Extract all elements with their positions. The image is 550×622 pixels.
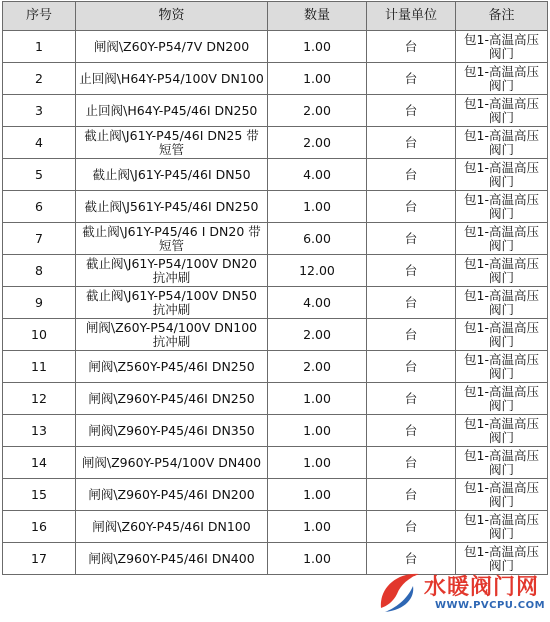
cell-unit: 台 xyxy=(367,319,456,351)
header-no: 序号 xyxy=(3,2,76,31)
cell-row-no: 16 xyxy=(3,511,76,543)
cell-note: 包1-高温高压阀门 xyxy=(456,159,548,191)
cell-qty: 1.00 xyxy=(268,511,367,543)
table-row xyxy=(3,511,548,543)
cell-row-no: 4 xyxy=(3,127,76,159)
cell-name: 闸阀\Z960Y-P45/46I DN350 xyxy=(76,415,268,447)
pv-logo-icon xyxy=(375,568,425,618)
cell-row-no: 5 xyxy=(3,159,76,191)
table-row xyxy=(3,95,548,127)
header-qty: 数量 xyxy=(268,2,367,31)
cell-qty: 1.00 xyxy=(268,543,367,575)
cell-qty: 12.00 xyxy=(268,255,367,287)
watermark-url-text: WWW.PVCPU.COM xyxy=(435,600,546,611)
cell-row-no: 1 xyxy=(3,31,76,63)
table-row xyxy=(3,383,548,415)
cell-note: 包1-高温高压阀门 xyxy=(456,287,548,319)
cell-unit: 台 xyxy=(367,95,456,127)
table-row xyxy=(3,415,548,447)
cell-name: 止回阀\H64Y-P45/46I DN250 xyxy=(76,95,268,127)
cell-qty: 1.00 xyxy=(268,31,367,63)
cell-note: 包1-高温高压阀门 xyxy=(456,223,548,255)
table-row xyxy=(3,63,548,95)
table-row xyxy=(3,255,548,287)
cell-note: 包1-高温高压阀门 xyxy=(456,383,548,415)
cell-qty: 1.00 xyxy=(268,479,367,511)
cell-name: 闸阀\Z560Y-P45/46I DN250 xyxy=(76,351,268,383)
cell-name: 闸阀\Z60Y-P54/7V DN200 xyxy=(76,31,268,63)
cell-name: 截止阀\J61Y-P54/100V DN50 抗冲刷 xyxy=(76,287,268,319)
table-row xyxy=(3,287,548,319)
cell-unit: 台 xyxy=(367,159,456,191)
header-name: 物资 xyxy=(76,2,268,31)
cell-note: 包1-高温高压阀门 xyxy=(456,479,548,511)
cell-qty: 1.00 xyxy=(268,383,367,415)
cell-name: 截止阀\J61Y-P45/46I DN25 带短管 xyxy=(76,127,268,159)
cell-name: 截止阀\J61Y-P45/46 I DN20 带短管 xyxy=(76,223,268,255)
cell-unit: 台 xyxy=(367,255,456,287)
cell-qty: 1.00 xyxy=(268,447,367,479)
header-unit: 计量单位 xyxy=(367,2,456,31)
cell-note: 包1-高温高压阀门 xyxy=(456,63,548,95)
cell-name: 闸阀\Z960Y-P45/46I DN400 xyxy=(76,543,268,575)
cell-name: 闸阀\Z960Y-P54/100V DN400 xyxy=(76,447,268,479)
cell-row-no: 14 xyxy=(3,447,76,479)
cell-note: 包1-高温高压阀门 xyxy=(456,95,548,127)
cell-unit: 台 xyxy=(367,383,456,415)
cell-unit: 台 xyxy=(367,415,456,447)
cell-name: 闸阀\Z60Y-P45/46I DN100 xyxy=(76,511,268,543)
cell-unit: 台 xyxy=(367,351,456,383)
cell-row-no: 13 xyxy=(3,415,76,447)
cell-note: 包1-高温高压阀门 xyxy=(456,255,548,287)
cell-qty: 1.00 xyxy=(268,415,367,447)
cell-name: 闸阀\Z60Y-P54/100V DN100 抗冲刷 xyxy=(76,319,268,351)
cell-name: 截止阀\J61Y-P54/100V DN20 抗冲刷 xyxy=(76,255,268,287)
cell-unit: 台 xyxy=(367,31,456,63)
cell-unit: 台 xyxy=(367,63,456,95)
cell-unit: 台 xyxy=(367,511,456,543)
cell-row-no: 2 xyxy=(3,63,76,95)
cell-qty: 2.00 xyxy=(268,351,367,383)
cell-note: 包1-高温高压阀门 xyxy=(456,127,548,159)
table-row xyxy=(3,319,548,351)
cell-row-no: 15 xyxy=(3,479,76,511)
cell-note: 包1-高温高压阀门 xyxy=(456,31,548,63)
cell-note: 包1-高温高压阀门 xyxy=(456,351,548,383)
cell-note: 包1-高温高压阀门 xyxy=(456,511,548,543)
cell-row-no: 6 xyxy=(3,191,76,223)
cell-row-no: 3 xyxy=(3,95,76,127)
watermark-cn-text: 水暖阀门网 xyxy=(424,575,540,600)
cell-row-no: 12 xyxy=(3,383,76,415)
header-note: 备注 xyxy=(456,2,548,31)
cell-note: 包1-高温高压阀门 xyxy=(456,447,548,479)
cell-name: 闸阀\Z960Y-P45/46I DN200 xyxy=(76,479,268,511)
cell-row-no: 11 xyxy=(3,351,76,383)
cell-unit: 台 xyxy=(367,223,456,255)
header-row xyxy=(3,2,548,31)
cell-qty: 2.00 xyxy=(268,127,367,159)
cell-note: 包1-高温高压阀门 xyxy=(456,319,548,351)
table-row xyxy=(3,127,548,159)
cell-row-no: 17 xyxy=(3,543,76,575)
cell-unit: 台 xyxy=(367,479,456,511)
table-row xyxy=(3,223,548,255)
table-body xyxy=(3,31,548,575)
table-row xyxy=(3,351,548,383)
cell-unit: 台 xyxy=(367,127,456,159)
table-row xyxy=(3,159,548,191)
cell-name: 截止阀\J61Y-P45/46I DN50 xyxy=(76,159,268,191)
cell-qty: 1.00 xyxy=(268,63,367,95)
cell-name: 闸阀\Z960Y-P45/46I DN250 xyxy=(76,383,268,415)
cell-row-no: 8 xyxy=(3,255,76,287)
cell-qty: 6.00 xyxy=(268,223,367,255)
table-row xyxy=(3,31,548,63)
cell-unit: 台 xyxy=(367,447,456,479)
cell-qty: 4.00 xyxy=(268,159,367,191)
table-row xyxy=(3,447,548,479)
cell-unit: 台 xyxy=(367,191,456,223)
cell-note: 包1-高温高压阀门 xyxy=(456,191,548,223)
cell-unit: 台 xyxy=(367,287,456,319)
cell-row-no: 10 xyxy=(3,319,76,351)
site-watermark xyxy=(375,568,550,619)
cell-note: 包1-高温高压阀门 xyxy=(456,415,548,447)
cell-name: 截止阀\J561Y-P45/46I DN250 xyxy=(76,191,268,223)
cell-row-no: 9 xyxy=(3,287,76,319)
materials-table xyxy=(2,1,548,575)
cell-qty: 4.00 xyxy=(268,287,367,319)
cell-name: 止回阀\H64Y-P54/100V DN100 xyxy=(76,63,268,95)
cell-row-no: 7 xyxy=(3,223,76,255)
cell-qty: 2.00 xyxy=(268,319,367,351)
table-row xyxy=(3,479,548,511)
cell-note: 包1-高温高压阀门 xyxy=(456,543,548,575)
cell-unit: 台 xyxy=(367,543,456,575)
cell-qty: 1.00 xyxy=(268,191,367,223)
cell-qty: 2.00 xyxy=(268,95,367,127)
table-row xyxy=(3,191,548,223)
